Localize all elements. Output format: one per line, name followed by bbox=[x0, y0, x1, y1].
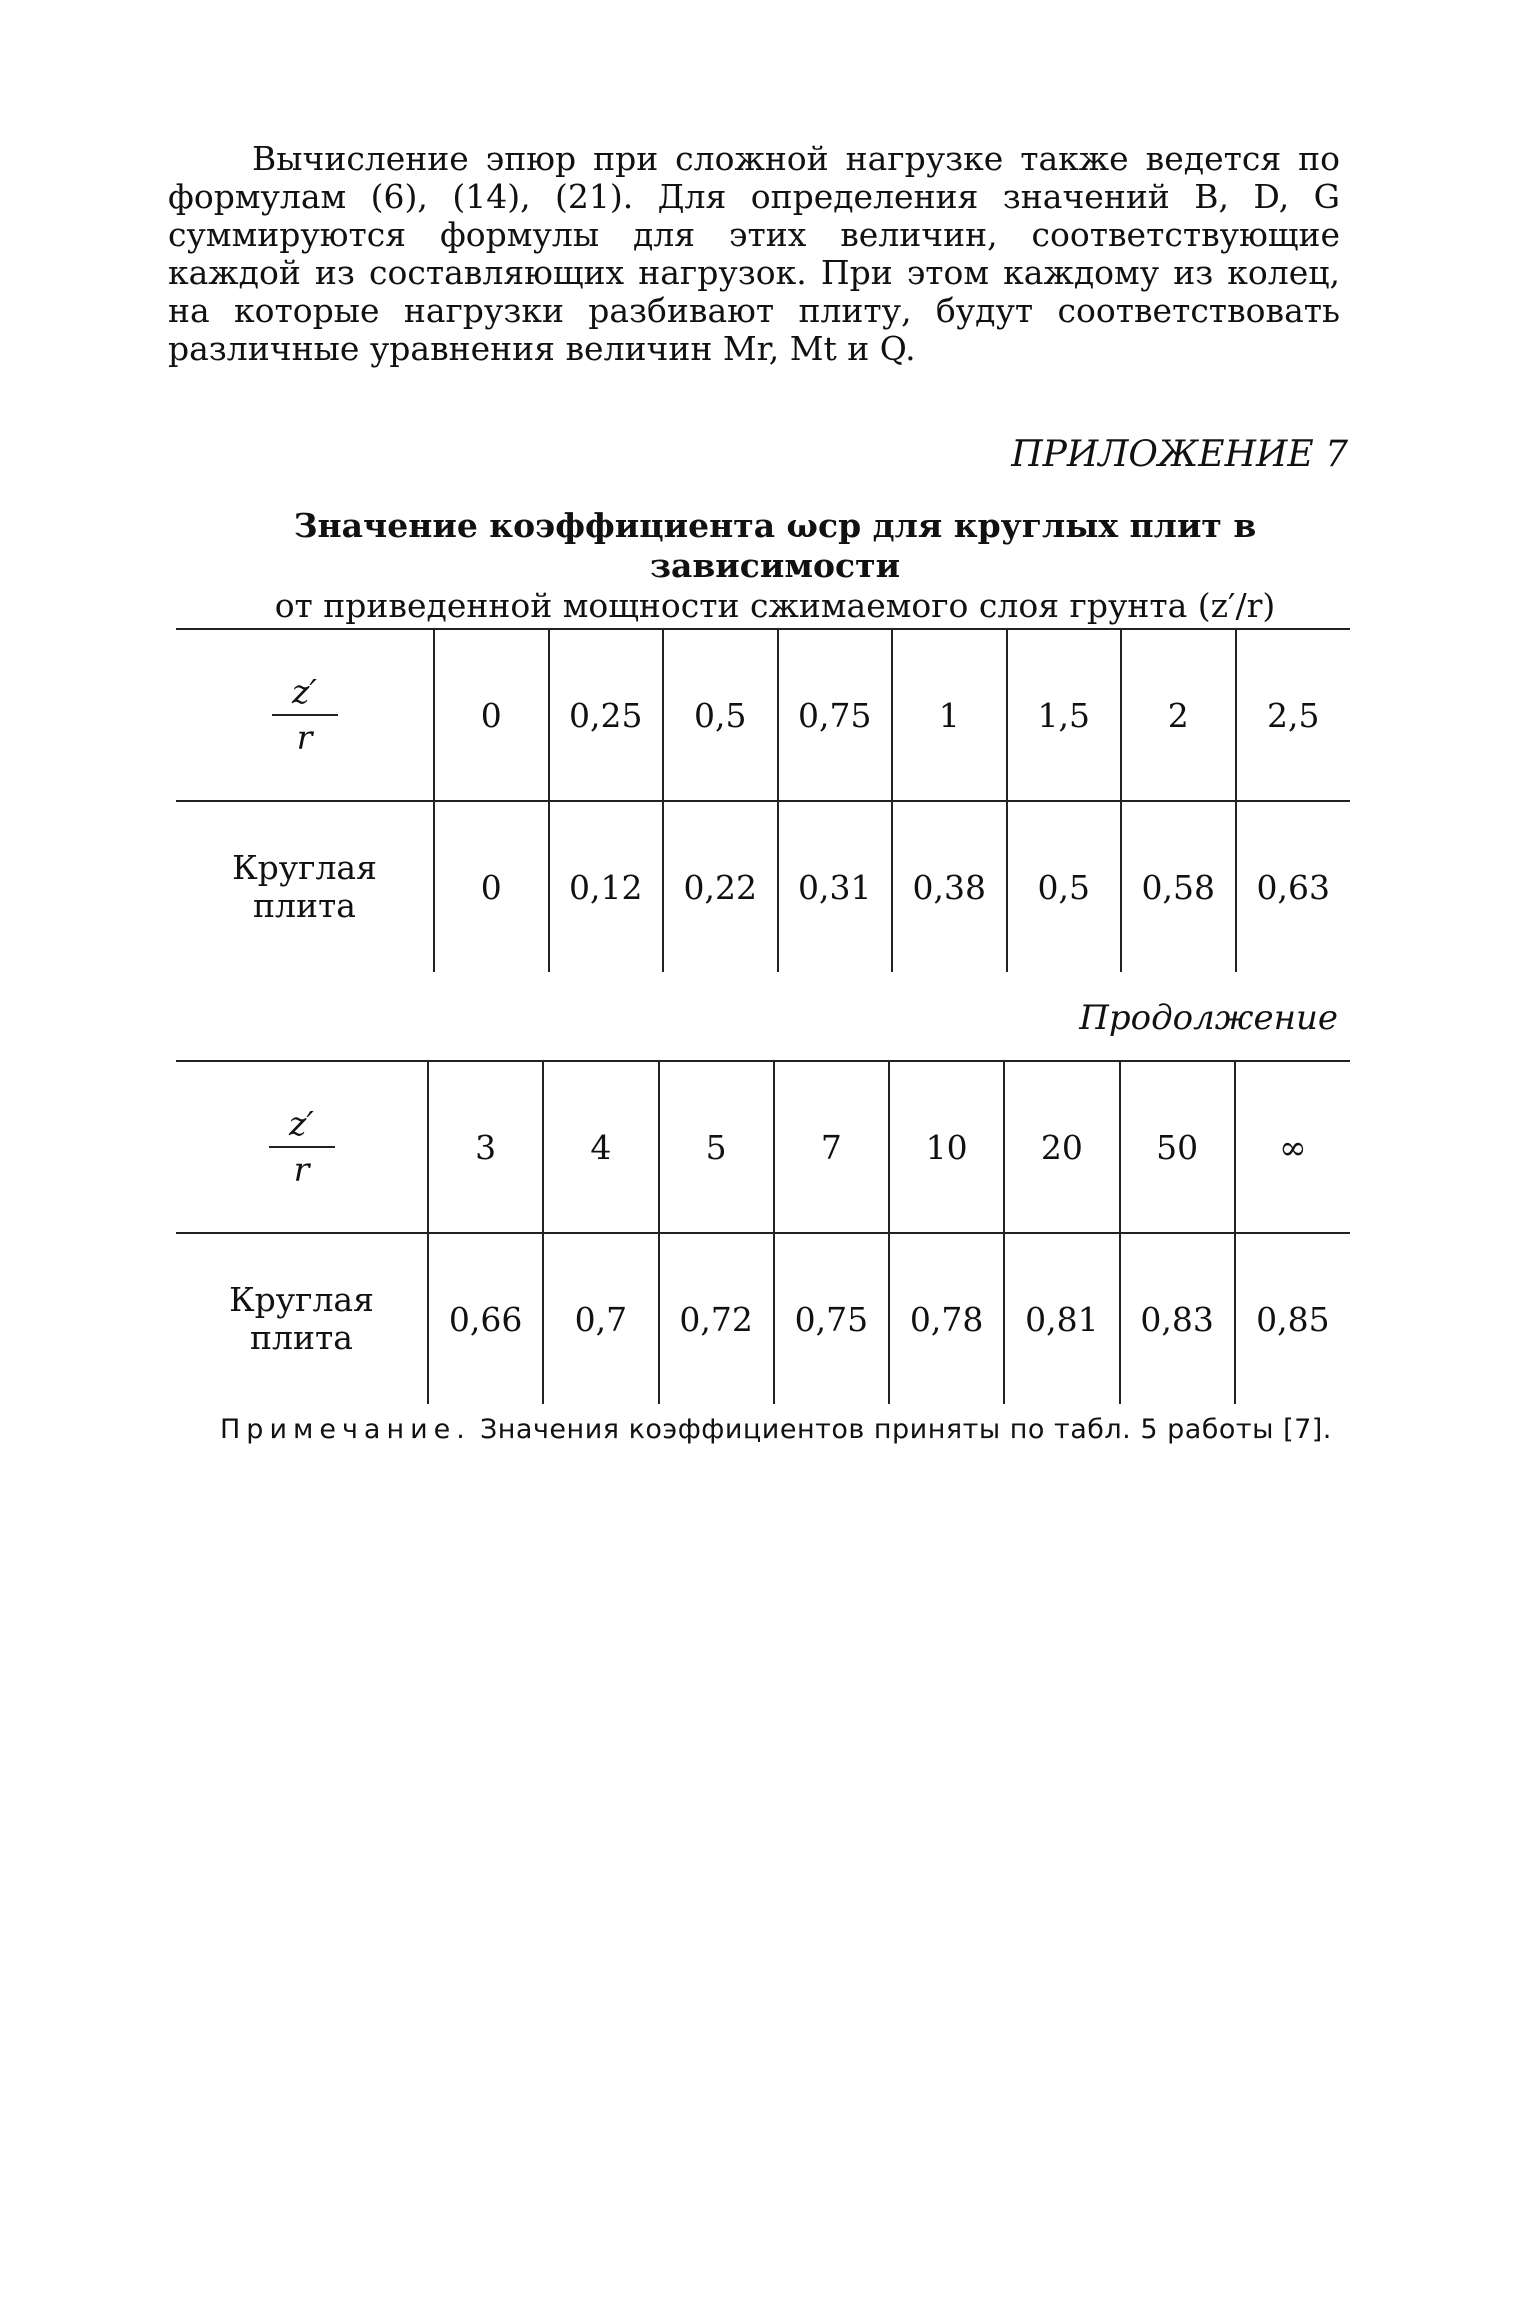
coefficient-cell: 0,85 bbox=[1235, 1233, 1350, 1404]
coefficient-cell: 0,5 bbox=[1007, 801, 1122, 972]
row-label-line-2: плита bbox=[250, 1318, 353, 1357]
coefficient-cell: 0,78 bbox=[889, 1233, 1004, 1404]
caption-line-1: Значение коэффициента ωср для круглых плит в зависимости bbox=[293, 506, 1257, 585]
z-over-r-cell: 5 bbox=[659, 1061, 774, 1233]
z-over-r-header bbox=[176, 629, 434, 801]
coefficient-cell: 0,63 bbox=[1236, 801, 1351, 972]
fraction-denominator: r bbox=[293, 1150, 310, 1189]
z-over-r-cell: 4 bbox=[543, 1061, 658, 1233]
coefficient-cell: 0 bbox=[434, 801, 549, 972]
note-text: Значения коэффициентов приняты по табл. 5 работы [7]. bbox=[479, 1414, 1332, 1445]
coefficient-cell: 0,66 bbox=[428, 1233, 543, 1404]
coefficient-cell: 0,58 bbox=[1121, 801, 1236, 972]
z-over-r-cell: 10 bbox=[889, 1061, 1004, 1233]
coefficient-table-2 bbox=[176, 1060, 1350, 1404]
z-over-r-cell: 2 bbox=[1121, 629, 1236, 801]
fraction-numerator: z′ bbox=[292, 672, 317, 711]
coefficient-cell: 0,81 bbox=[1004, 1233, 1119, 1404]
row-label-line-2: плита bbox=[253, 886, 356, 925]
z-over-r-cell: 0,25 bbox=[549, 629, 664, 801]
z-over-r-cell: 1 bbox=[892, 629, 1007, 801]
z-over-r-cell: 0 bbox=[434, 629, 549, 801]
coefficient-cell: 0,38 bbox=[892, 801, 1007, 972]
table-row bbox=[176, 629, 1350, 801]
z-over-r-cell: 20 bbox=[1004, 1061, 1119, 1233]
coefficient-cell: 0,83 bbox=[1120, 1233, 1235, 1404]
caption-line-2: от приведенной мощности сжимаемого слоя грунта (z′/r) bbox=[274, 586, 1276, 625]
z-over-r-cell: 3 bbox=[428, 1061, 543, 1233]
infinity-cell: ∞ bbox=[1235, 1061, 1350, 1233]
row-label-line-1: Круглая bbox=[232, 848, 377, 887]
row-label-line-1: Круглая bbox=[229, 1280, 374, 1319]
coefficient-cell: 0,12 bbox=[549, 801, 664, 972]
note-label: Примечание. bbox=[220, 1414, 471, 1445]
continuation-label: Продолжение bbox=[1079, 998, 1338, 1038]
z-over-r-cell: 7 bbox=[774, 1061, 889, 1233]
fraction-denominator: r bbox=[296, 718, 313, 757]
z-over-r-cell: 1,5 bbox=[1007, 629, 1122, 801]
coefficient-cell: 0,75 bbox=[774, 1233, 889, 1404]
table-row bbox=[176, 801, 1350, 972]
intro-paragraph: Вычисление эпюр при сложной нагрузке также ведется по формулам (6), (14), (21). Для определения значений B, D, G суммируются формулы для этих величин, соответствующие каждой из составляющих нагрузок. При этом каждому из колец, на которые нагрузки разбивают плиту, будут соответствовать различные уравнения величин Mr, Mt и Q. bbox=[168, 139, 1340, 368]
fraction-label bbox=[269, 1102, 335, 1192]
z-over-r-cell: 50 bbox=[1120, 1061, 1235, 1233]
z-over-r-cell: 0,5 bbox=[663, 629, 778, 801]
table-note bbox=[220, 1414, 1332, 1445]
fraction-label bbox=[272, 670, 338, 760]
coefficient-cell: 0,31 bbox=[778, 801, 893, 972]
round-plate-label bbox=[176, 1233, 428, 1404]
appendix-title: ПРИЛОЖЕНИЕ 7 bbox=[1011, 434, 1348, 475]
fraction-numerator: z′ bbox=[289, 1104, 314, 1143]
coefficient-cell: 0,22 bbox=[663, 801, 778, 972]
coefficient-cell: 0,7 bbox=[543, 1233, 658, 1404]
z-over-r-cell: 2,5 bbox=[1236, 629, 1351, 801]
table-row bbox=[176, 1233, 1350, 1404]
table-row bbox=[176, 1061, 1350, 1233]
round-plate-label bbox=[176, 801, 434, 972]
z-over-r-cell: 0,75 bbox=[778, 629, 893, 801]
table-caption bbox=[200, 506, 1350, 626]
intro-text bbox=[168, 140, 1340, 368]
z-over-r-header bbox=[176, 1061, 428, 1233]
coefficient-cell: 0,72 bbox=[659, 1233, 774, 1404]
coefficient-table-1 bbox=[176, 628, 1350, 972]
